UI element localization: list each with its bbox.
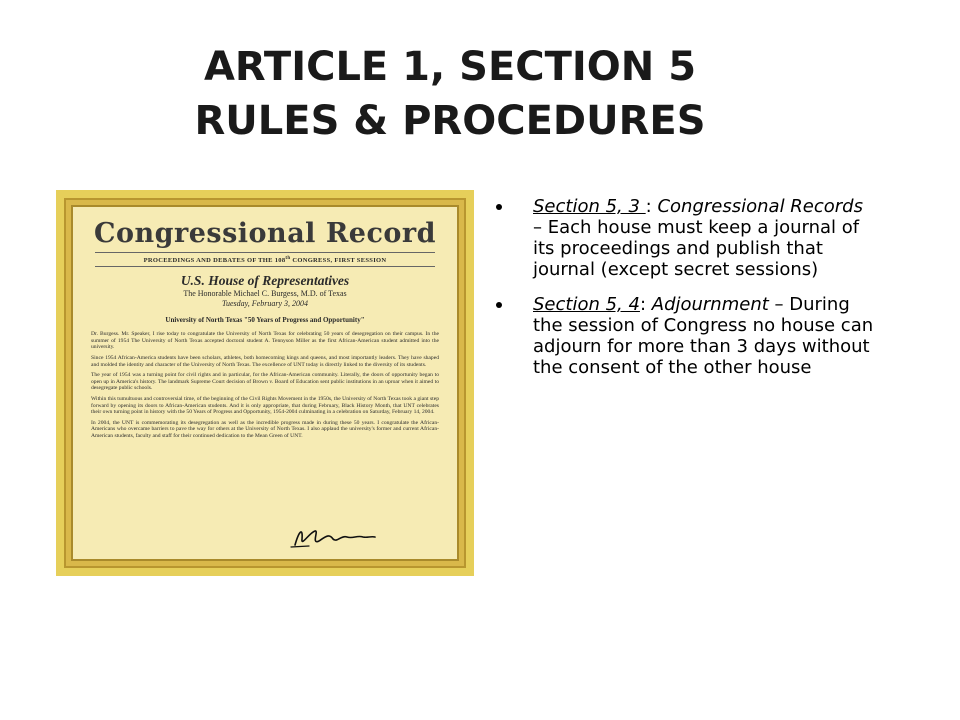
bullet-item-congressional-records [494,196,874,280]
certificate-house: U.S. House of Representatives [180,273,350,289]
certificate-paragraph: The year of 1954 was a turning point for civil rights and in particular, for the African-American community. Literally, the doors of opportunity began to open up in America's history. The landmark Supreme Court decision of Brown v. Board of Education sent public institutions in an uproar when it aimed to desegregate public schools. [91,372,439,392]
certificate-frame [71,205,459,561]
certificate-paragraph: Within this tumultuous and controversial time, of the beginning of the Civil Rights Movement in the 1950s, the University of North Texas took a giant step forward by opening its doors to African-American students. And it is only appropriate, that during February, Black History Month, that UNT celebrates their own turning point in history with the 50 Years of Progress and Opportunity, 1954-2004 culminating in a celebration on Saturday, February 14, 2004. [91,395,439,416]
bullet-list [494,196,874,392]
subhead-prefix: PROCEEDINGS AND DEBATES OF THE [143,257,275,265]
certificate-subhead [87,254,443,265]
certificate-date: Tuesday, February 3, 2004 [222,299,308,309]
signature-image [289,525,379,549]
bullet-icon [496,204,502,210]
congressional-record-image [56,190,474,576]
section-reference: Section 5, 4 [533,294,640,315]
title-line-2: RULES & PROCEDURES [194,98,706,144]
subhead-number: 108 [274,257,286,265]
term: Adjournment [651,294,769,315]
slide-title [120,40,780,148]
certificate-rule [95,252,435,253]
subhead-suffix: CONGRESS, FIRST SESSION [290,257,387,265]
term: Congressional Records [657,196,863,217]
certificate-outer-frame [64,198,466,568]
certificate-paragraph: In 2004, the UNT is commemorating its desegregation as well as the incredible progress made in during these 50 years. I congratulate the African-Americans who overcame barriers to pave the way for others at the University of North Texas. I also applaud the university's former and current African-American students, faculty and staff for their continued dedication to the Mean Green of UNT. [91,419,439,439]
certificate-paragraph: Dr. Burgess. Mr. Speaker, I rise today to congratulate the University of North Texas for celebrating 50 years of desegregation on their campus. In the summer of 1954 The University of North Texas accepted doctoral student A. Tennyson Miller as the first African-American student admitted into the university. [91,331,439,351]
certificate-heading: University of North Texas "50 Years of Progress and Opportunity" [165,316,365,325]
separator: : [639,294,652,315]
bullet-item-adjournment [494,294,874,378]
certificate-rule [95,266,435,267]
separator: : [645,196,658,217]
bullet-icon [496,302,502,308]
subhead-ordinal: th [285,256,291,261]
certificate-honorable: The Honorable Michael C. Burgess, M.D. of Texas [183,289,347,299]
title-line-1: ARTICLE 1, SECTION 5 [203,44,697,90]
certificate-masthead: Congressional Record [93,218,437,249]
certificate-paragraph: Since 1954 African-America students have been scholars, athletes, both homecoming kings and queens, and most importantly leaders. They have shaped and molded the identity and character of the University of North Texas. The excellence of UNT today is directly linked to the diversity of its students. [91,354,439,368]
definition: – Each house must keep a journal of its proceedings and publish that journal (except secret sessions) [533,217,860,280]
section-reference: Section 5, 3 [533,196,646,217]
definition: – During the session of Congress no house can adjourn for more than 3 days without the consent of the other house [533,294,874,378]
